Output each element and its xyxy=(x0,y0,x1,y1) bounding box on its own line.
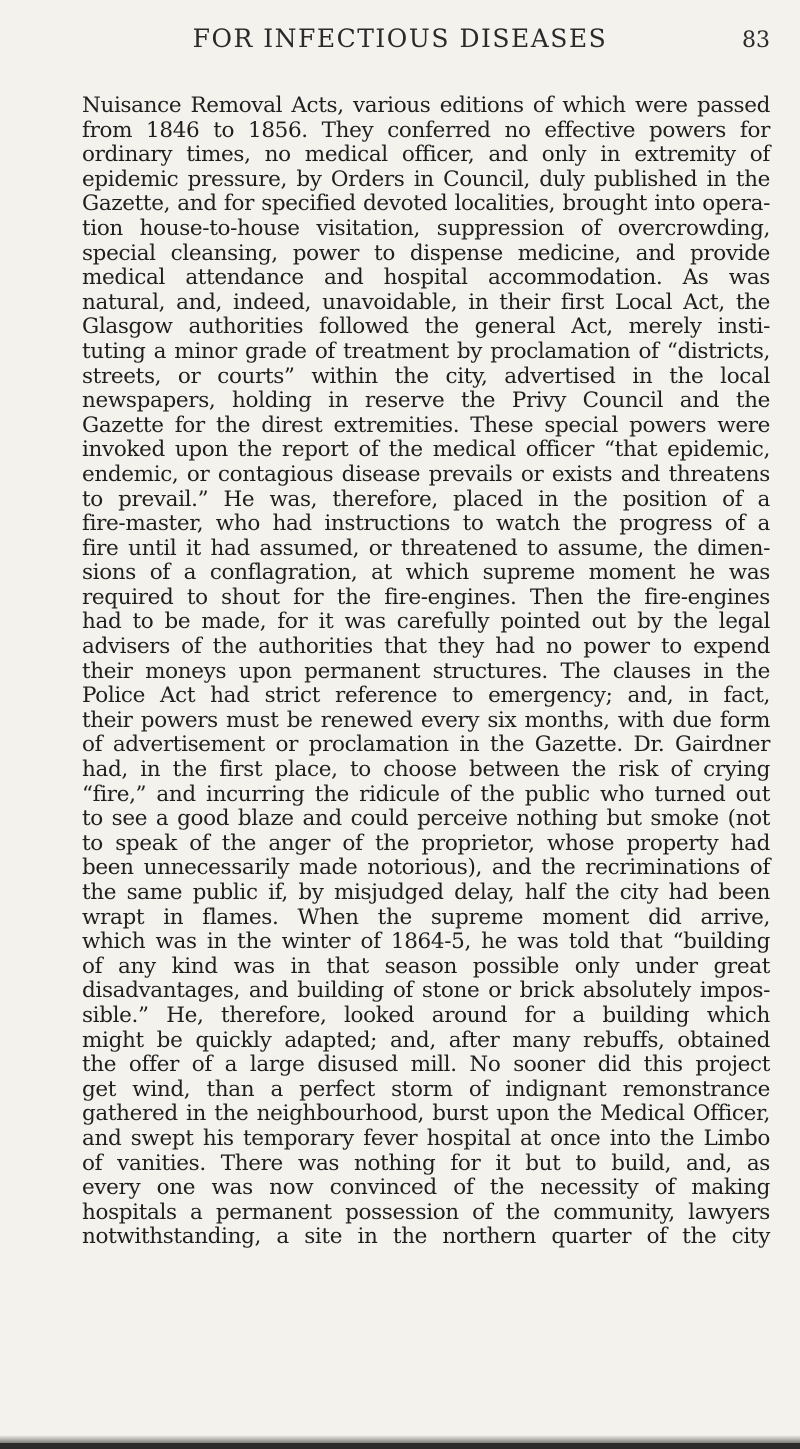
text-line: had, in the first place, to choose between the risk of crying xyxy=(82,757,770,783)
text-line: endemic, or contagious disease prevails or exists and threatens xyxy=(82,461,770,487)
text-line: of advertisement or proclamation in the Gazette. Dr. Gairdner xyxy=(82,732,770,758)
text-line: their powers must be renewed every six months, with due form xyxy=(82,707,770,733)
text-line: which was in the winter of 1864-5, he was told that “building xyxy=(82,929,770,955)
text-line: medical attendance and hospital accommodation. As was xyxy=(82,265,770,291)
text-line: of vanities. There was nothing for it but to build, and, as xyxy=(82,1150,770,1176)
text-line: hospitals a permanent possession of the community, lawyers xyxy=(82,1199,770,1225)
text-line: to prevail.” He was, therefore, placed in the position of a xyxy=(82,486,770,512)
text-line: had to be made, for it was carefully pointed out by the legal xyxy=(82,609,770,635)
text-line: from 1846 to 1856. They conferred no effective powers for xyxy=(82,117,770,143)
text-line: newspapers, holding in reserve the Privy Council and the xyxy=(82,388,770,414)
text-line: to see a good blaze and could perceive nothing but smoke (not xyxy=(82,806,770,832)
text-line: streets, or courts” within the city, advertised in the local xyxy=(82,363,770,389)
text-line: get wind, than a perfect storm of indignant remonstrance xyxy=(82,1076,770,1102)
text-line: to speak of the anger of the proprietor, whose property had xyxy=(82,830,770,856)
text-line: the same public if, by misjudged delay, half the city had been xyxy=(82,880,770,905)
text-line: sions of a conflagration, at which supreme moment he was xyxy=(82,560,770,586)
text-line: notwithstanding, a site in the northern quarter of the city xyxy=(82,1224,770,1250)
text-line: wrapt in flames. When the supreme moment did arrive, xyxy=(82,904,770,930)
text-line: and swept his temporary fever hospital at once into the Limbo xyxy=(82,1125,770,1151)
text-line: tion house-to-house visitation, suppression of overcrowding, xyxy=(82,215,770,241)
text-line: sible.” He, therefore, looked around for a building which xyxy=(82,1002,770,1028)
text-line: gathered in the neighbourhood, burst upon the Medical Officer, xyxy=(82,1101,770,1127)
text-line: tuting a minor grade of treatment by proclamation of “districts, xyxy=(82,338,770,364)
text-line: Gazette for the direst extremities. These special powers were xyxy=(82,412,770,438)
text-line: Nuisance Removal Acts, various editions of which were passed xyxy=(82,93,770,118)
text-line: fire until it had assumed, or threatened to assume, the dimen- xyxy=(82,535,770,561)
text-line: natural, and, indeed, unavoidable, in their first Local Act, the xyxy=(82,289,770,315)
text-line: Glasgow authorities followed the general Act, merely insti- xyxy=(82,314,770,340)
text-line: required to shout for the fire-engines. Then the fire-engines xyxy=(82,584,770,610)
page-bottom-edge xyxy=(0,1443,800,1449)
running-head xyxy=(0,0,800,70)
text-line: Police Act had strict reference to emergency; and, in fact, xyxy=(82,683,770,709)
text-line: epidemic pressure, by Orders in Council, duly published in the xyxy=(82,166,770,192)
text-line: ordinary times, no medical officer, and only in extremity of xyxy=(82,142,770,168)
text-line: advisers of the authorities that they had no power to expend xyxy=(82,634,770,660)
text-line: their moneys upon permanent structures. The clauses in the xyxy=(82,658,770,684)
body-text xyxy=(82,94,770,1250)
text-line: the offer of a large disused mill. No sooner did this project xyxy=(82,1052,770,1078)
text-line: disadvantages, and building of stone or brick absolutely impos- xyxy=(82,978,770,1004)
running-title: FOR INFECTIOUS DISEASES xyxy=(192,24,608,53)
text-line: might be quickly adapted; and, after many rebuffs, obtained xyxy=(82,1027,770,1053)
text-line: every one was now convinced of the necessity of making xyxy=(82,1175,770,1201)
text-line: “fire,” and incurring the ridicule of the public who turned out xyxy=(82,781,770,807)
text-line: been unnecessarily made notorious), and the recriminations of xyxy=(82,855,770,881)
page-number: 83 xyxy=(742,28,770,53)
text-line: invoked upon the report of the medical officer “that epidemic, xyxy=(82,437,770,463)
text-line: of any kind was in that season possible only under great xyxy=(82,953,770,979)
text-line: special cleansing, power to dispense medicine, and provide xyxy=(82,240,770,266)
text-line: fire-master, who had instructions to watch the progress of a xyxy=(82,511,770,537)
text-line: Gazette, and for specified devoted localities, brought into opera- xyxy=(82,191,770,217)
